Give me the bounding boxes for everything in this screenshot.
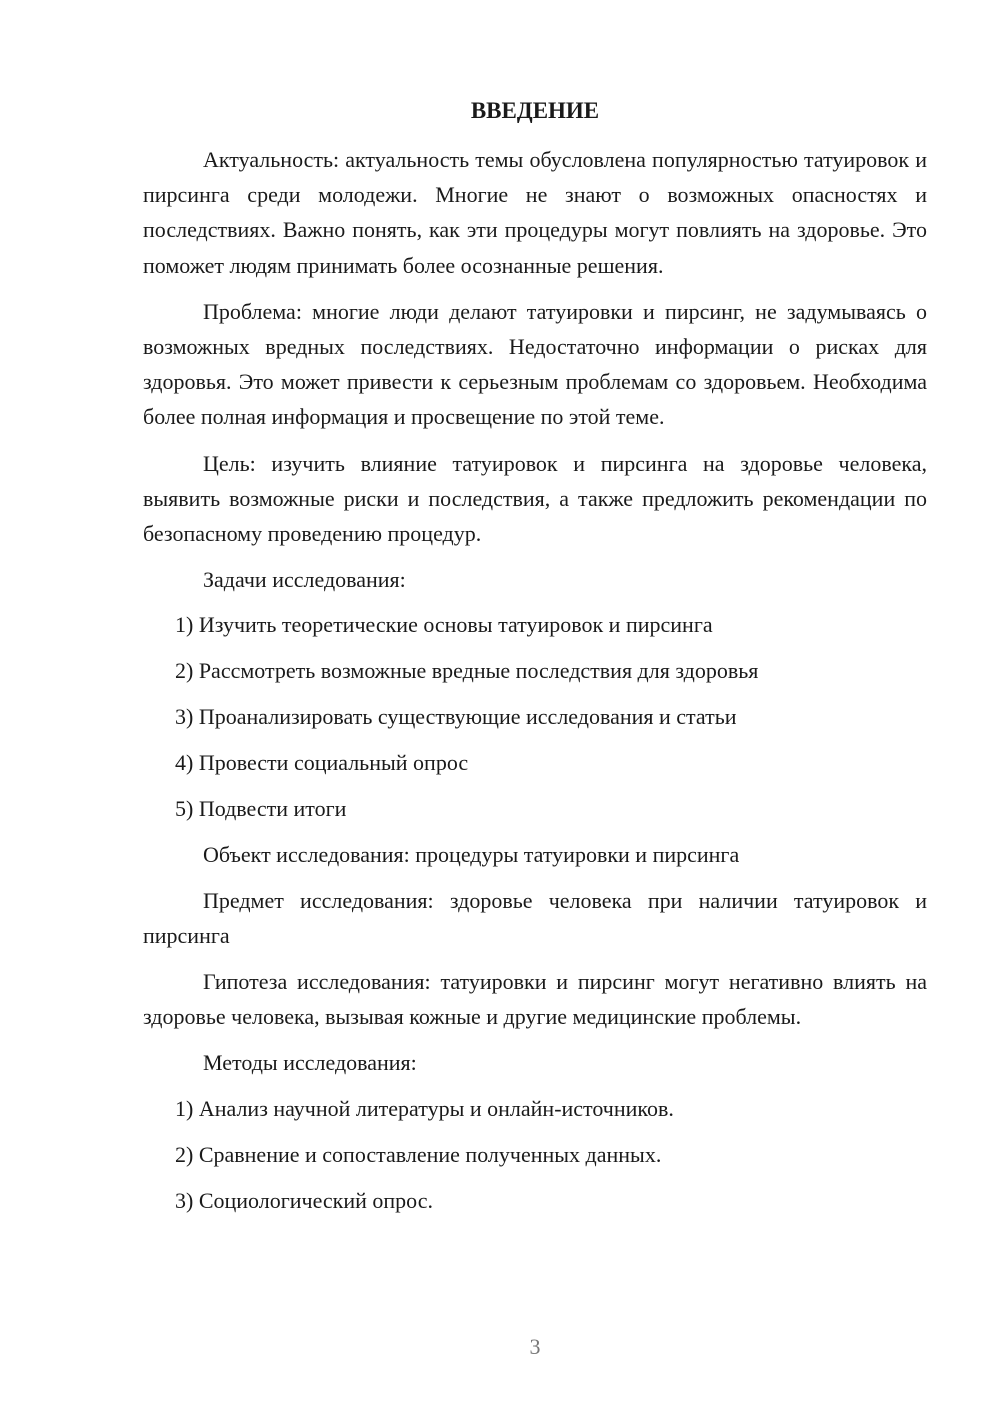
page-body [143, 142, 927, 1229]
methods-heading: Методы исследования: [203, 1050, 417, 1076]
relevance-paragraph: Актуальность: актуальность темы обусловлена популярностью татуировок и пирсинга среди молодежи. Многие не знают о возможных опасностях и последствиях. Важно понять, как эти процедуры могут повлиять на здоровье. Это поможет людям принимать более осознанные решения. [143, 147, 927, 278]
subject-paragraph: Предмет исследования: здоровье человека при наличии татуировок и пирсинга [143, 887, 927, 948]
list-item: 5) Подвести итоги [175, 796, 347, 822]
tasks-list [143, 607, 927, 826]
list-item: 4) Провести социальный опрос [175, 750, 469, 776]
page-number: 3 [529, 1334, 541, 1359]
object-paragraph: Объект исследования: процедуры татуировки и пирсинга [203, 842, 740, 868]
list-item: 3) Проанализировать существующие исследования и статьи [175, 704, 737, 730]
goal-paragraph: Цель: изучить влияние татуировок и пирсинга на здоровье человека, выявить возможные риски и последствия, а также предложить рекомендации по безопасному проведению процедур. [143, 450, 927, 547]
list-item: 3) Социологический опрос. [175, 1187, 433, 1213]
problem-paragraph: Проблема: многие люди делают татуировки и пирсинг, не задумываясь о возможных вредных последствиях. Недостаточно информации о рисках для здоровья. Это может привести к серьезным проблемам со здоровьем. Необходима более полная информация и просвещение по этой теме. [143, 298, 927, 430]
list-item: 1) Анализ научной литературы и онлайн-источников. [175, 1095, 674, 1121]
page-title: ВВЕДЕНИЕ [470, 98, 600, 123]
tasks-heading: Задачи исследования: [203, 567, 406, 593]
methods-list [143, 1091, 927, 1218]
list-item: 2) Сравнение и сопоставление полученных данных. [175, 1141, 662, 1167]
hypothesis-paragraph: Гипотеза исследования: татуировки и пирсинг могут негативно влиять на здоровье человека, вызывая кожные и другие медицинские проблемы. [143, 969, 927, 1030]
list-item: 2) Рассмотреть возможные вредные последствия для здоровья [175, 658, 759, 684]
list-item: 1) Изучить теоретические основы татуировок и пирсинга [175, 612, 713, 638]
